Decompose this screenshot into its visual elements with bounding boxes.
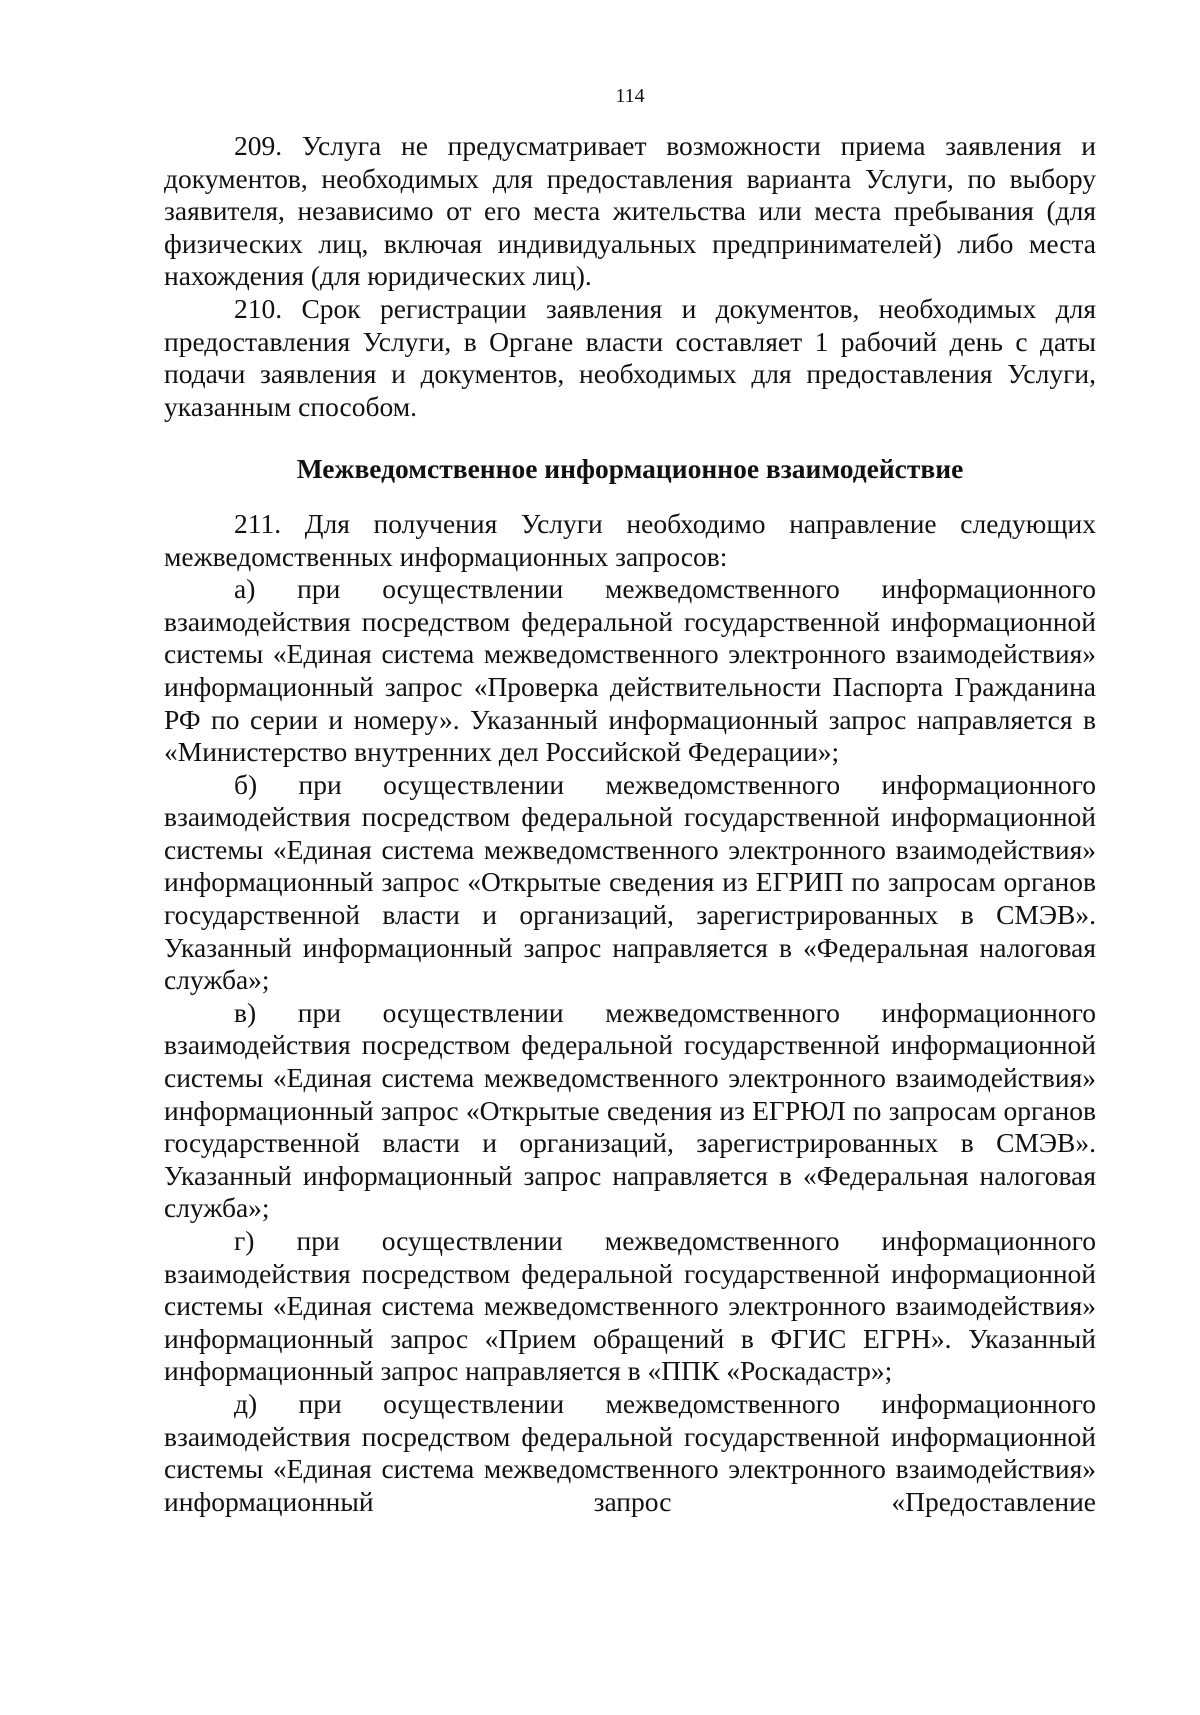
list-item-a: а) при осуществлении межведомственного информационного взаимодействия посредством федеральной государственной информационной системы «Единая система межведомственного электронного взаимодействия» информационный запрос «Проверка действительности Паспорта Гражданина РФ по серии и номеру». Указанный информационный запрос направляется в «Министерство внутренних дел Российской Федерации»; [164, 573, 1096, 768]
paragraph-211: 211. Для получения Услуги необходимо направление следующих межведомственных информационных запросов: [164, 507, 1096, 572]
list-item-d: д) при осуществлении межведомственного информационного взаимодействия посредством федеральной государственной информационной системы «Единая система межведомственного электронного взаимодействия» информационный запрос «Предоставление [164, 1387, 1096, 1517]
list-item-b: б) при осуществлении межведомственного информационного взаимодействия посредством федеральной государственной информационной системы «Единая система межведомственного электронного взаимодействия» информационный запрос «Открытые сведения из ЕГРИП по запросам органов государственной власти и организаций, зарегистрированных в СМЭВ». Указанный информационный запрос направляется в «Федеральная налоговая служба»; [164, 768, 1096, 996]
section-heading: Межведомственное информационное взаимодействие [296, 453, 964, 485]
page-number: 114 [615, 85, 645, 107]
document-body [164, 130, 1096, 1518]
paragraph-210: 210. Срок регистрации заявления и документов, необходимых для предоставления Услуги, в Органе власти составляет 1 рабочий день с даты подачи заявления и документов, необходимых для предоставления Услуги, указанным способом. [164, 292, 1096, 422]
list-item-g: г) при осуществлении межведомственного информационного взаимодействия посредством федеральной государственной информационной системы «Единая система межведомственного электронного взаимодействия» информационный запрос «Прием обращений в ФГИС ЕГРН». Указанный информационный запрос направляется в «ППК «Роскадастр»; [164, 1225, 1096, 1387]
list-item-v: в) при осуществлении межведомственного информационного взаимодействия посредством федеральной государственной информационной системы «Единая система межведомственного электронного взаимодействия» информационный запрос «Открытые сведения из ЕГРЮЛ по запросам органов государственной власти и организаций, зарегистрированных в СМЭВ». Указанный информационный запрос направляется в «Федеральная налоговая служба»; [164, 996, 1096, 1224]
paragraph-209: 209. Услуга не предусматривает возможности приема заявления и документов, необходимых для предоставления варианта Услуги, по выбору заявителя, независимо от его места жительства или места пребывания (для физических лиц, включая индивидуальных предпринимателей) либо места нахождения (для юридических лиц). [164, 130, 1096, 292]
